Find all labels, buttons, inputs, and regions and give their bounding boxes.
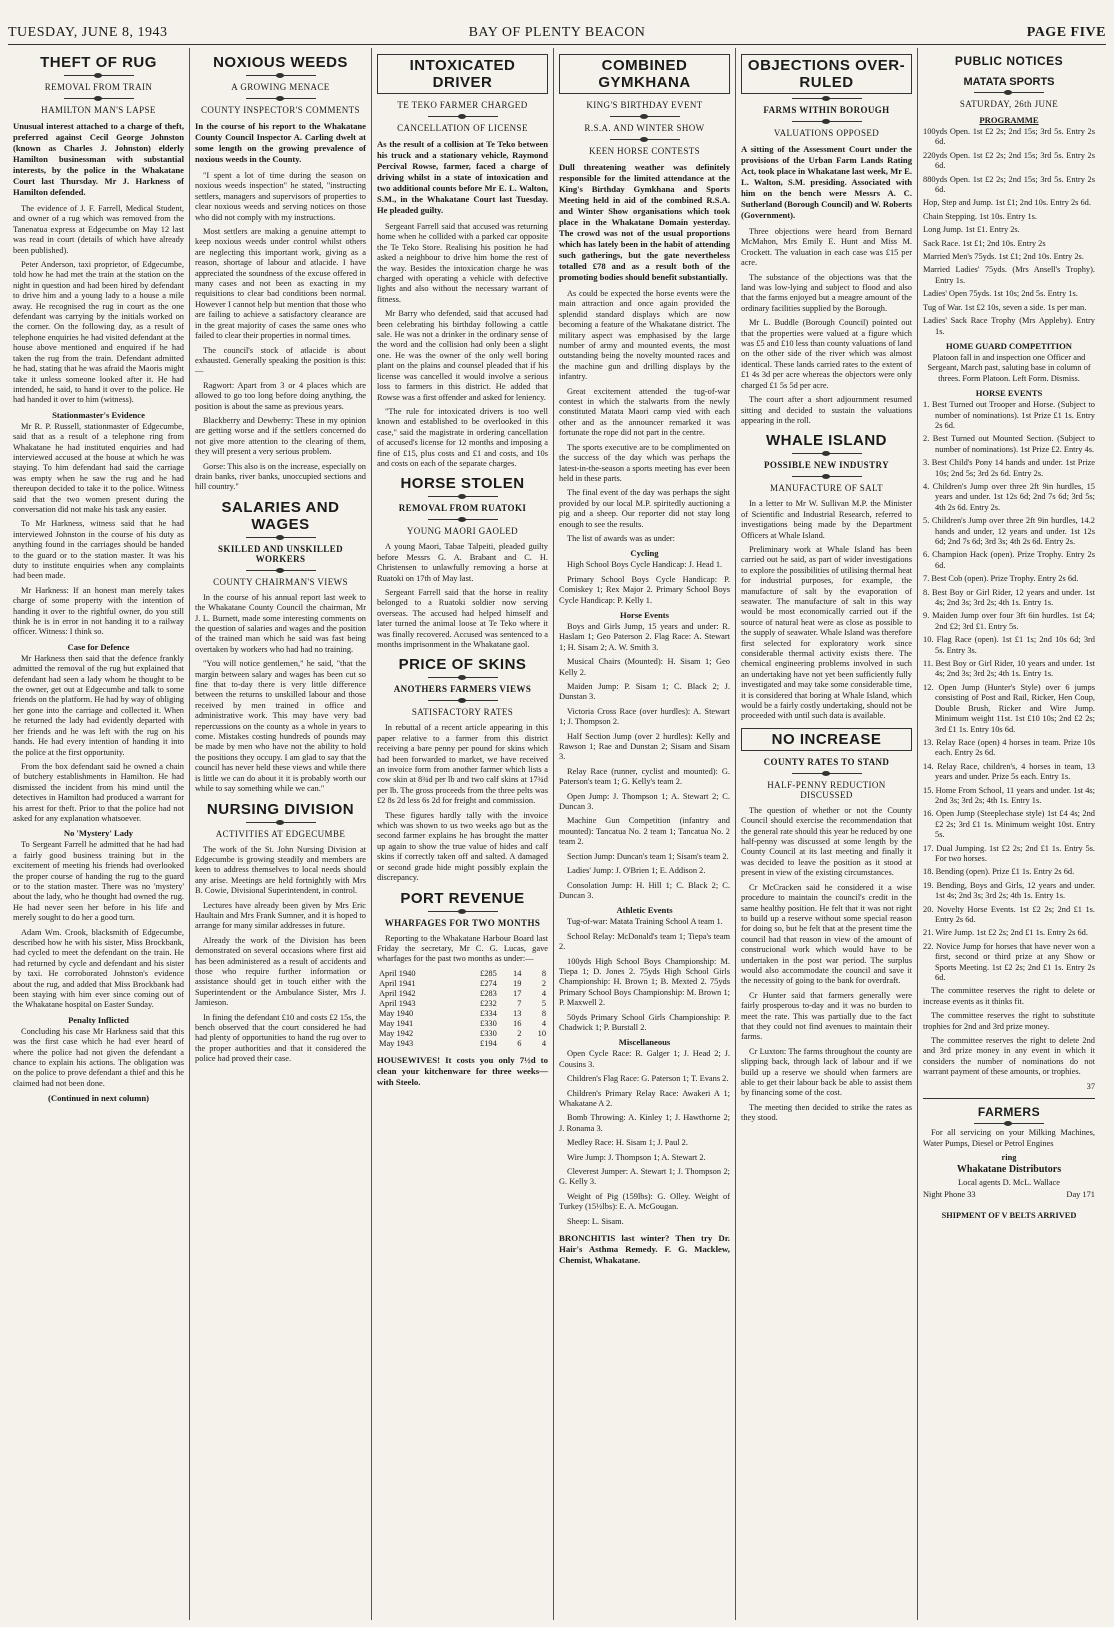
divider bbox=[974, 92, 1044, 93]
paragraph: The work of the St. John Nursing Division at Edgecumbe is growing steadily and members are keen to address themselves to local needs should any arise. Meetings are held fortnightly with Mrs B. Cowie, Divisional Superintendent, in control. bbox=[195, 844, 366, 896]
list-item: Married Men's 75yds. 1st £1; 2nd 10s. Entry 2s. bbox=[923, 252, 1084, 262]
paragraph: The meeting then decided to strike the rates as they stood. bbox=[741, 1102, 912, 1123]
lead-paragraph: Unusual interest attached to a charge of theft, preferred against Cecil George Johnston (known as Charles J. Johnston) elderly Hamilton businessman with substantial interests, by the police in the Whakatane Court last Thursday. Mr J. Harkness of Hamilton defended. bbox=[13, 121, 184, 197]
list-item: Married Ladies' 75yds. (Mrs Ansell's Trophy). Entry 1s. bbox=[923, 265, 1095, 285]
headline-price-of-skins: PRICE OF SKINS bbox=[398, 656, 527, 674]
paragraph: These figures hardly tally with the invoice which was shown to us two weeks ago but as the second farmer explains he has brought the matter up again to show the true value of hides and calf skins if correctly taken off and salted. A damaged or second grade hide might possibly explain the discrepancy. bbox=[377, 810, 548, 883]
table-cell: May 1941 bbox=[379, 1018, 414, 1028]
headline-farmers: FARMERS bbox=[977, 1105, 1041, 1120]
columns bbox=[8, 48, 1106, 1620]
divider bbox=[246, 98, 316, 99]
table-cell: 8 bbox=[541, 968, 546, 978]
divider bbox=[246, 537, 316, 538]
lead-paragraph: As the result of a collision at Te Teko between his truck and a stationary vehicle, Raymond Percival Rowse, farmer, faced a charge of driving whilst in a state of intoxication and two additional counts before Mr E. L. Walton, S.M., in the Whakatane Court last Tuesday. He pleaded guilty. bbox=[377, 139, 548, 215]
result: Musical Chairs (Mounted): H. Sisam 1; Geo Kelly 2. bbox=[559, 657, 730, 677]
table-cell: 10 bbox=[537, 1028, 546, 1038]
divider bbox=[428, 677, 498, 678]
agent-line: Local agents D. McL. Wallace bbox=[958, 1177, 1060, 1187]
divider bbox=[64, 98, 134, 99]
column-intoxicated-driver bbox=[372, 48, 554, 1620]
lead-paragraph: In the course of his report to the Whakatane County Council Inspector A. Carling dwelt at some length on the growing prevalence of noxious weeds in the County. bbox=[195, 121, 366, 164]
day-phone: Day 171 bbox=[1066, 1190, 1095, 1200]
section-heading: Athletic Events bbox=[616, 905, 673, 916]
result: Tug-of-war: Matata Training School A team 1. bbox=[567, 917, 723, 927]
paragraph: Ragwort: Apart from 3 or 4 places which are allowed to go too long before doing anything, the position is about the same as previous years. bbox=[195, 380, 366, 411]
subhead: YOUNG MAORI GAOLED bbox=[406, 526, 519, 537]
paragraph: Gorse: This also is on the increase, especially on drain banks, river banks, unoccupied sections and hill country." bbox=[195, 461, 366, 492]
paragraph: The question of whether or not the County Council should exercise the recommendation that the general rate should this year be reduced by one half-penny was discussed at some length by the County Council at its last meeting and finally it was decided to leave the position as it stood at present in view of the existing circumstances. bbox=[741, 805, 912, 878]
subhead: HALF-PENNY REDUCTION DISCUSSED bbox=[767, 779, 886, 800]
paragraph: Concluding his case Mr Harkness said that this was the first case which he had ever heard of where the police had not given the defendant a chance to explain his actions. The obligation was on the police to prove defendant a thief and this he claimed had not been done. bbox=[13, 1026, 184, 1088]
table-cell: May 1943 bbox=[379, 1038, 414, 1048]
table-cell: £283 bbox=[480, 988, 497, 998]
divider bbox=[246, 75, 316, 76]
subhead: WHARFAGES FOR TWO MONTHS bbox=[384, 917, 541, 928]
table-cell: April 1943 bbox=[379, 998, 416, 1008]
column-combined-gymkhana bbox=[554, 48, 736, 1620]
section-heading: Penalty Inflicted bbox=[68, 1014, 129, 1025]
list-item: Chain Stepping. 1st 10s. Entry 1s. bbox=[923, 211, 1037, 221]
table-cell: 2 bbox=[517, 1028, 522, 1038]
table-cell: £285 bbox=[480, 968, 497, 978]
paragraph: In a letter to Mr W. Sullivan M.P. the Minister of Scientific and Industrial Research, referred to investigations being made by the Department Officers at Whale Island. bbox=[741, 499, 912, 540]
list-item: 21. Wire Jump. 1st £2 2s; 2nd £1 1s. Entry 2s 6d. bbox=[923, 928, 1088, 938]
table-cell: 16 bbox=[513, 1018, 522, 1028]
result: Children's Primary Relay Race: Awakeri A 1; Whakatane A 2. bbox=[559, 1088, 730, 1108]
paragraph: To Sergeant Farrell he admitted that he had had a fairly good business training but in the excitement of meeting his friends had overlooked the proper course of handing the rug to the guard or to the station master. There was no 'mystery' about the lady, who he thought had owned the rug. He had never seen her before in his life and merely sought to do her a good turn. bbox=[13, 840, 184, 923]
paragraph: Blackberry and Dewberry: These in my opinion are getting worse and if the settlers concerned do not give more attention to the clearing of them, they will present a very serious problem. bbox=[195, 415, 366, 457]
table-row bbox=[377, 1009, 548, 1019]
paragraph: "The rule for intoxicated drivers is too well known and established to be overlooked in this case," said the magistrate in ordering cancellation of accused's license for 12 months and imposing a fine of £15, plus costs and £1 and costs, and 10s and costs on each of the separate charges. bbox=[377, 406, 548, 468]
divider bbox=[428, 911, 498, 912]
subhead: CANCELLATION OF LICENSE bbox=[397, 123, 528, 133]
table-cell: May 1942 bbox=[379, 1028, 414, 1038]
paragraph: "I spent a lot of time during the season on noxious weeds inspection" he stated, "instructing settlers, managers and supervisors of properties to clear noxious weeds and serving notices on those who did not comply with my instructions. bbox=[195, 171, 366, 222]
headline-port-revenue: PORT REVENUE bbox=[400, 889, 525, 907]
table-cell: May 1940 bbox=[379, 1008, 414, 1018]
table-row bbox=[377, 1039, 548, 1049]
list-item: 14. Relay Race, children's, 4 horses in team, 13 years and under. Prize 5s each. Entry 1s. bbox=[923, 761, 1095, 782]
headline-noxious-weeds: NOXIOUS WEEDS bbox=[213, 54, 348, 71]
result: Weight of Pig (159lbs): G. Olley. Weight of Turkey (15½lbs): E. A. McGougan. bbox=[559, 1191, 730, 1212]
divider bbox=[792, 476, 862, 477]
table-cell: 5 bbox=[541, 998, 546, 1008]
result: Consolation Jump: H. Hill 1; C. Black 2; C. Duncan 3. bbox=[559, 880, 730, 900]
business-name: Whakatane Distributors bbox=[956, 1164, 1062, 1176]
subhead: SKILLED AND UNSKILLED WORKERS bbox=[218, 543, 343, 564]
result: Relay Race (runner, cyclist and mounted): G. Paterson's team 1; G. Kelly's team 2. bbox=[559, 766, 730, 787]
subhead: VALUATIONS OPPOSED bbox=[773, 128, 880, 138]
night-phone: Night Phone 33 bbox=[923, 1190, 976, 1200]
list-item: Ladies' Sack Race Trophy (Mrs Appleby). Entry 1s. bbox=[923, 316, 1095, 336]
paragraph: Already the work of the Division has been demonstrated on several occasions where first aid has been administered as a result of accidents and those who require further information or assistance should get in touch either with the Superintendent or the Ambulance Sister, Mrs J. Jamieson. bbox=[195, 935, 366, 1008]
result: School Relay: McDonald's team 1; Tiepa's team 2. bbox=[559, 931, 730, 952]
subhead: COUNTY CHAIRMAN'S VIEWS bbox=[213, 576, 348, 587]
subhead: MANUFACTURE OF SALT bbox=[769, 483, 884, 494]
list-item: 12. Open Jump (Hunter's Style) over 6 jumps consisting of Post and Rail, Ricker, Hen Coup, Double Brush, Ricker and Wire Jump. Minimum weight 11st. 1st £10 10s; 2nd £2 2s; 3rd £1 1s. Entry 10s 6d. bbox=[923, 682, 1095, 734]
result: Section Jump: Duncan's team 1; Sisam's team 2. bbox=[567, 851, 729, 861]
paragraph: Sergeant Farrell said that accused was returning home when he collided with a parked car opposite the Te Teko Store. Realising his position he had asked a neighbour to drive him home the rest of the way. Besides the intoxication charge he was charged with operating a vehicle with defective lights and also without the necessary warrant of fitness. bbox=[377, 222, 548, 304]
paragraph: Mr R. P. Russell, stationmaster of Edgecumbe, said that as a result of a telephone ring from Whakatane he had instituted enquiries and had interviewed accused at the house at which he was staying. To him defendant had said the carriage was empty when he saw the rug and he had thereupon decided to take it to the police. Witness said that the two women present during the conversation did not make his task any easier. bbox=[13, 421, 184, 514]
table-cell: £194 bbox=[480, 1038, 497, 1048]
paragraph: The evidence of J. F. Farrell, Medical Student, and owner of a rug which was removed from the Tanenatua express at Edgecumbe on May 12 last was read in court (details of which have already been published). bbox=[13, 204, 184, 255]
paragraph: The committee reserves the right to delete or increase events as it thinks fit. bbox=[923, 986, 1095, 1006]
headline-nursing-division: NURSING DIVISION bbox=[206, 800, 355, 818]
divider bbox=[246, 822, 316, 823]
column-noxious-weeds bbox=[190, 48, 372, 1620]
headline-objections-over-ruled: OBJECTIONS OVER-RULED bbox=[741, 54, 912, 94]
subhead: ANOTHERS FARMERS VIEWS bbox=[393, 684, 532, 695]
section-heading: No 'Mystery' Lady bbox=[63, 828, 134, 839]
advertisement: HOUSEWIVES! It costs you only 7½d to clean your kitchenware for three weeks—with Steelo. bbox=[377, 1054, 548, 1087]
result: Machine Gun Competition (infantry and mounted): Tancatua No. 2 team 1; Tancatua No. 2 team 2. bbox=[559, 816, 730, 847]
subhead: COUNTY RATES TO STAND bbox=[763, 756, 890, 767]
table-cell: April 1941 bbox=[379, 978, 416, 988]
result: Half Section Jump (over 2 hurdles): Kelly and Rawson 1; Rae and Dunstan 2; Sisam and Sisam 3. bbox=[559, 731, 730, 762]
lead-paragraph: A sitting of the Assessment Court under the provisions of the Urban Farm Lands Rating Act, took place in Whakatane last week, Mr E. L. Walton, S.M. presiding. Associated with him on the bench were Messrs A. C. Sutherland (Borough Council) and W. Roberts (Government). bbox=[741, 144, 912, 220]
paragraph: Peter Anderson, taxi proprietor, of Edgecumbe, told how he had met the train at the station on the night in question and had been hired by defendant to drive him and a young lady to a house a mile away. He recognised the rug in court as the one defendant was carrying by the initials worked on the corner. On the following day, as a result of telephone enquiries he had visited defendant at the house above mentioned and enquired if he had taken the rug from the train. Defendant admitted he had, stating that he was afraid the Maoris might take it unless someone looked after it. He had intended, he said, to hand it over to the police. He had handed it over to him (witness). bbox=[13, 260, 184, 405]
paragraph: The council's stock of atlacide is about exhausted. Generally speaking the position is this:— bbox=[195, 345, 366, 376]
paragraph: Lectures have already been given by Mrs Eric Haultain and Mrs Frank Sumner, and it is hoped to arrange for many similar addresses in future. bbox=[195, 900, 366, 931]
divider bbox=[428, 700, 498, 701]
list-item: 17. Dual Jumping. 1st £2 2s; 2nd £1 1s. Entry 5s. For two horses. bbox=[923, 843, 1095, 863]
result: Cleverest Jumper: A. Stewart 1; J. Thompson 2; G. Kelly 3. bbox=[559, 1167, 730, 1187]
result: High School Boys Cycle Handicap: J. Head 1. bbox=[567, 560, 723, 570]
list-item: Tug of War. 1st £2 10s, seven a side. 1s per man. bbox=[923, 302, 1087, 312]
paragraph: In rebuttal of a recent article appearing in this paper relative to a farmer from this district receiving a bare penny per pound for skins which had been forwarded to market, we have received an invoice form from another farmer which lists a cow skin at 8¾d per lb and two calf skins at 17¾d per lb. The gross proceeds from the three pelts was £2 8s 2d less 6s 2d for freight and commission. bbox=[377, 723, 548, 806]
subhead: SATISFACTORY RATES bbox=[411, 707, 514, 718]
subhead: TE TEKO FARMER CHARGED bbox=[397, 100, 528, 110]
section-heading: HOME GUARD COMPETITION bbox=[945, 340, 1073, 351]
table-cell: April 1940 bbox=[379, 968, 416, 978]
section-heading: Case for Defence bbox=[67, 641, 130, 652]
headline-no-increase: NO INCREASE bbox=[741, 728, 912, 751]
paragraph: The sports executive are to be complimented on the success of the day which was perhaps the latest-in-the-season a sports meeting has ever been held in these parts. bbox=[559, 442, 730, 483]
paragraph: In fining the defendant £10 and costs £2 15s, the bench observed that the court considered he had had plenty of opportunities to hand the rug over to the proper authorities and that it considered the police had proved their case. bbox=[195, 1012, 366, 1064]
event-date: SATURDAY, 26th JUNE bbox=[959, 99, 1059, 109]
divider bbox=[792, 121, 862, 122]
subhead: REMOVAL FROM RUATOKI bbox=[398, 503, 527, 514]
table-cell: 2 bbox=[541, 978, 546, 988]
paragraph: For all servicing on your Milking Machines, Water Pumps, Diesel or Petrol Engines bbox=[923, 1128, 1095, 1148]
list-item: 2. Best Turned out Mounted Section. (Subject to number of nominations). 1st Prize £2. Entry 4s. bbox=[923, 434, 1095, 454]
subhead: A GROWING MENACE bbox=[231, 82, 330, 92]
paragraph: ring bbox=[1001, 1152, 1017, 1162]
page-number: PAGE FIVE bbox=[1026, 25, 1106, 40]
headline-horse-stolen: HORSE STOLEN bbox=[400, 475, 525, 493]
paragraph: Great excitement attended the tug-of-war contest in which the stalwarts from the newly constituted Matata Maori camp vied with each other and as the announcer remarked it was fortunate the rope did not part in the centre. bbox=[559, 386, 730, 438]
section-heading: Cycling bbox=[630, 548, 659, 559]
list-item: 220yds Open. 1st £2 2s; 2nd 15s; 3rd 5s. Entry 2s 6d. bbox=[923, 150, 1095, 171]
issue-date: TUESDAY, JUNE 8, 1943 bbox=[8, 25, 168, 40]
divider bbox=[792, 453, 862, 454]
table-cell: 14 bbox=[513, 968, 522, 978]
table-cell: £274 bbox=[480, 978, 497, 988]
divider bbox=[610, 139, 680, 140]
result: 50yds Primary School Girls Championship: P. Chadwick 1; P. Burstall 2. bbox=[559, 1012, 730, 1032]
list-item: 11. Best Boy or Girl Rider, 10 years and under. 1st 4s; 2nd 3s; 3rd 2s; 4th 1s. Entry 1s. bbox=[923, 659, 1095, 679]
divider bbox=[428, 116, 498, 117]
table-cell: 4 bbox=[541, 1018, 546, 1028]
divider bbox=[610, 116, 680, 117]
result: Maiden Jump: P. Sisam 1; C. Black 2; J. Dunstan 3. bbox=[559, 682, 730, 702]
divider bbox=[923, 1098, 1095, 1099]
list-item: 100yds Open. 1st £2 2s; 2nd 15s; 3rd 5s. Entry 2s 6d. bbox=[923, 127, 1095, 147]
section-heading: Stationmaster's Evidence bbox=[52, 409, 145, 420]
headline-combined-gymkhana: COMBINED GYMKHANA bbox=[559, 54, 730, 94]
table-cell: 19 bbox=[513, 978, 522, 988]
divider bbox=[64, 75, 134, 76]
subhead: R.S.A. AND WINTER SHOW bbox=[584, 123, 705, 133]
list-item: 22. Novice Jump for horses that have never won a first, second or third prize at any Show or Sports Meeting. 1st £2 2s; 2nd £1 1s. Entry 2s 6d. bbox=[923, 941, 1095, 983]
table-cell: £330 bbox=[480, 1018, 497, 1028]
divider bbox=[792, 98, 862, 99]
table-row bbox=[377, 979, 548, 989]
paragraph: The committee reserves the right to substitute trophies for 2nd and 3rd prize money. bbox=[923, 1011, 1095, 1031]
table-cell: 8 bbox=[541, 1008, 546, 1018]
paragraph: The final event of the day was perhaps the sight provided by our local M.P. spiritedly auctioning a pig and a sheep. Our reporter did not stay long enough to see the results. bbox=[559, 488, 730, 529]
paragraph: Most settlers are making a genuine attempt to keep noxious weeds under control whilst others are neglecting this important work, giving as a reason, shortage of labour and atlacide. I have appreciated the soundness of the excuse offered in many cases and not been as exacting in my requisitions to clear bad conditions been normal. However I cannot help but mention that those who are failing to achieve a satisfactory clearance are in the great majority of cases the same ones who failed to clear their properties in normal times. bbox=[195, 227, 366, 341]
paragraph: Reporting to the Whakatane Harbour Board last Friday the secretary, Mr C. G. Lucas, gave wharfages for the past two months as under:— bbox=[377, 933, 548, 964]
paragraph: The committee reserves the right to delete 2nd and 3rd prize money in any event in which it considers the number of nominations do not warrant payment of these amounts, or trophies. bbox=[923, 1036, 1095, 1077]
paragraph: In the course of his annual report last week to the Whakatane County Council the chairman, Mr J. L. Burnett, made some interesting comments on the question of salaries and wages and the position of the trained man which he said was fast being overtaken by workers who had had no training. bbox=[195, 592, 366, 654]
paragraph: To Mr Harkness, witness said that he had interviewed Johnston in the course of his duty as anything found in the carriages should be handed to the guard or to the station master. It was his duty to institute enquiries when any complaints had been made. bbox=[13, 519, 184, 581]
paragraph: Preliminary work at Whale Island has been carried out he said, as part of wider investigations to explore the possibilities of utilising thermal heat for industrial purposes, for example, the manufacture of salt by the evaporation of seawater. The manufacture of salt in this way would be most economically carried out if the source of natural heat were as close as possible to the supply of seawater. Whale Island was therefore first selected for exploratory work since considerable thermal activity exists there. The chemical engineering problems involved in such an undertaking have not yet been sufficiently fully investigated and may take some considerable time, it is considered that boring at Whale Island, which would be a fairly costly undertaking, should not be proceeded with until such data is available. bbox=[741, 544, 912, 721]
paragraph: From the box defendant said he owned a chain of butchery establishments in Hamilton. He had dismissed the incident from his mind until the detectives in Hamilton had produced a warrant for his arrest for theft. Prior to that the police had not asked for any explanation whatsoever. bbox=[13, 761, 184, 823]
headline-theft-of-rug: THEFT OF RUG bbox=[40, 54, 157, 71]
divider bbox=[792, 773, 862, 774]
result: Victoria Cross Race (over hurdles): A. Stewart 1; J. Thompson 2. bbox=[559, 706, 730, 727]
section-heading: Miscellaneous bbox=[618, 1037, 671, 1048]
section-heading: Horse Events bbox=[620, 609, 669, 620]
continued-note: (Continued in next column) bbox=[48, 1093, 149, 1104]
section-heading: HORSE EVENTS bbox=[975, 388, 1043, 399]
subhead: ACTIVITIES AT EDGECUMBE bbox=[215, 828, 346, 839]
result: Open Jump: J. Thompson 1; A. Stewart 2; C. Duncan 3. bbox=[559, 791, 730, 812]
result: Wire Jump: J. Thompson 1; A. Stewart 2. bbox=[567, 1152, 706, 1162]
divider bbox=[974, 1123, 1044, 1124]
result: Bomb Throwing: A. Kinley 1; J. Hawthorne 2; J. Ronama 3. bbox=[559, 1113, 730, 1133]
subhead: COUNTY INSPECTOR'S COMMENTS bbox=[201, 105, 360, 115]
result: Boys and Girls Jump, 15 years and under: R. Haslam 1; Geo Paterson 2. Flag Race: A. Stewart 1; H. Sisam 2; A. W. Smith 3. bbox=[559, 621, 730, 652]
masthead bbox=[8, 22, 1106, 45]
headline-intoxicated-driver: INTOXICATED DRIVER bbox=[377, 54, 548, 94]
paragraph: Mr Harkness: If an honest man merely takes charge of some property with the intention of handing it over to the rightful owner, do you still think he is in error in not handing it to a railway officer. Witness: I think so. bbox=[13, 585, 184, 637]
paragraph: The court after a short adjournment resumed sitting and decided to sustain the valuations appearing in the roll. bbox=[741, 395, 912, 425]
list-item: 16. Open Jump (Steeplechase style) 1st £4 4s; 2nd £2 2s; 3rd £1 1s. Minimum weight 10st. Entry 5s. bbox=[923, 809, 1095, 840]
result: Ladies' Jump: J. O'Brien 1; E. Addison 2. bbox=[567, 866, 706, 876]
subhead: POSSIBLE NEW INDUSTRY bbox=[764, 460, 889, 471]
paragraph: Adam Wm. Crook, blacksmith of Edgecumbe, described how he with his sister, Miss Brockbank, had cycled to meet the defendant on the train. He had returned by cycle and defendant and his sister by taxi. He corroborated Johnston's evidence about the rug, and added that Miss Brockbank had been staying with him ever since coming out of the Whakatane hospital on Easter Sunday. bbox=[13, 927, 184, 1010]
list-item: 19. Bending, Boys and Girls, 12 years and under. 1st 4s; 2nd 3s; 3rd 2s; 4th 1s. Entry 1s. bbox=[923, 880, 1095, 901]
table-row bbox=[377, 969, 548, 979]
paragraph: Three objections were heard from Bernard McMahon, Mrs Emily E. Hunt and Miss M. Crockett. The valuation in each case was £15 per acre. bbox=[741, 227, 912, 268]
list-item: Sack Race. 1st £1; 2nd 10s. Entry 2s bbox=[923, 238, 1046, 248]
table-cell: 17 bbox=[513, 988, 522, 998]
list-item: 20. Novelty Horse Events. 1st £2 2s; 2nd £1 1s. Entry 2s 6d. bbox=[923, 904, 1095, 924]
divider bbox=[428, 496, 498, 497]
paragraph: The list of awards was as under: bbox=[567, 533, 675, 543]
list-item: 3. Best Child's Pony 14 hands and under. 1st Prize 10s; 2nd 5s; 3rd 2s 6d. Entry 2s. bbox=[923, 458, 1095, 478]
result: Sheep: L. Sisam. bbox=[567, 1216, 624, 1226]
table-row bbox=[377, 1019, 548, 1029]
divider bbox=[246, 570, 316, 571]
list-item: Ladies' Open 75yds. 1st 10s; 2nd 5s. Entry 1s. bbox=[923, 289, 1078, 299]
list-item: 4. Children's Jump over three 2ft 9in hurdles, 15 years and under. 1st 12s 6d; 2nd 7s 6d; 3rd 5s; 4th 2s 6d. Entry 2s. bbox=[923, 481, 1095, 512]
table-cell: £232 bbox=[480, 998, 497, 1008]
list-item: 8. Best Boy or Girl Rider, 12 years and under. 1st 4s; 2nd 3s; 3rd 2s; 4th 1s. Entry 1s. bbox=[923, 587, 1095, 608]
list-item: 1. Best Turned out Trooper and Horse. (Subject to number of nominations). 1st Prize £1 1s. Entry 2s 6d. bbox=[923, 400, 1095, 430]
list-item: 880yds Open. 1st £2 2s; 2nd 15s; 3rd 5s. Entry 2s 6d. bbox=[923, 174, 1095, 195]
paragraph: "You will notice gentlemen," he said, "that the margin between salary and wages has been cut so fine that to-day there is very little difference between the returns to unskilled labour and those received by men trained in office and administrative work. This may have very bad repercussions on the county as a whole in years to come. Mistakes costing hundreds of pounds may be made by men who have not the ability to hold the positions they occupy. I am glad to say that the council has never held these views and while there is little we can do about it it is probably worth our while to say something while we can." bbox=[195, 659, 366, 794]
wharfage-table bbox=[377, 969, 548, 1049]
paragraph: A young Maori, Tabae Talpeiti, pleaded guilty before Messrs G. A. Brabant and C. H. Christensen to unlawfully removing a horse at Ruatoki on 17th of May last. bbox=[377, 542, 548, 583]
paragraph: Cr McCracken said he considered it a wise procedure to maintain the council's credit in the same healthy position. He felt that it was not right to build up a reserve without some special reason for doing so, but he felt that at the present time the council had that reason in view of the amount of construcional work which would have to be undertaken in the post war period. The surplus would also accommodate the council and save it the necessity of going to the bank for overdraft. bbox=[741, 882, 912, 986]
divider bbox=[428, 519, 498, 520]
subhead: REMOVAL FROM TRAIN bbox=[44, 82, 153, 92]
list-item: 18. Bending (open). Prize £1 1s. Entry 2s 6d. bbox=[923, 867, 1075, 877]
subhead: KEEN HORSE CONTESTS bbox=[588, 146, 701, 156]
paragraph: Cr Hunter said that farmers generally were fairly prosperous to-day and it was no burden to meet the rate. This was partially due to the fact that they could not find avenues to maintain their farms. bbox=[741, 990, 912, 1042]
list-item: 7. Best Cob (open). Prize Trophy. Entry 2s 6d. bbox=[923, 574, 1079, 584]
column-objections-over-ruled bbox=[736, 48, 918, 1620]
table-cell: 4 bbox=[541, 1038, 546, 1048]
subhead: FARMS WITHIN BOROUGH bbox=[763, 105, 890, 115]
list-item: 13. Relay Race (open) 4 horses in team. Prize 10s each. Entry 2s 6d. bbox=[923, 737, 1095, 758]
subhead: KING'S BIRTHDAY EVENT bbox=[586, 100, 703, 110]
list-item: Long Jump. 1st £1. Entry 2s. bbox=[923, 225, 1020, 235]
table-cell: April 1942 bbox=[379, 988, 416, 998]
paragraph: Mr Barry who defended, said that accused had been celebrating his birthday following a cattle sale. He was not a drinker in the ordinary sense of the word and the collision had only been a slight one. He was the owner of the only well boring plant on the plains and counsel pleaded that if his license was cancelled it would involve a serious loss to farmers in this district. He added that Rowse was a first offender and asked for leniency. bbox=[377, 309, 548, 402]
table-cell: 7 bbox=[517, 998, 522, 1008]
paragraph: Platoon fall in and inspection one Officer and Sergeant, March past, saluting base in column of threes. Form Platoon. Left Form. Dismiss. bbox=[927, 352, 1091, 383]
notice-number: 37 bbox=[1086, 1081, 1095, 1091]
table-row bbox=[377, 989, 548, 999]
table-cell: 13 bbox=[513, 1008, 522, 1018]
paragraph: Mr Harkness then said that the defence frankly admitted the removal of the rug but explained that defendant had seen a lady whom he thought to be the owner, get out at Edgecumbe and talk to some friends on the platform. He had by way of obliging her gone into the carriage and collected it. When he returned the lady had evidently departed with her friends and he was left with the rug on his hands. He had every intention of handing it into the police at the first opportunity. bbox=[13, 653, 184, 757]
result: Children's Flag Race: G. Paterson 1; T. Evans 2. bbox=[567, 1074, 729, 1084]
shipment-notice: SHIPMENT OF V BELTS ARRIVED bbox=[941, 1210, 1077, 1220]
paragraph: Sergeant Farrell said that the horse in reality belonged to a Ruatoki soldier now serving overseas. The accused had helped himself and later turned the animal loose at Te Teko where it was finally recovered. Accused was sentenced to a months imprisonment in the Whakatane gaol. bbox=[377, 587, 548, 649]
column-theft-of-rug bbox=[8, 48, 190, 1620]
table-row bbox=[377, 1029, 548, 1039]
result: Open Cycle Race: R. Galger 1; J. Head 2; J. Cousins 3. bbox=[559, 1049, 730, 1069]
event-title: MATATA SPORTS bbox=[963, 76, 1055, 88]
paper-name: BAY OF PLENTY BEACON bbox=[468, 25, 646, 40]
advertisement: BRONCHITIS last winter? Then try Dr. Hair's Asthma Remedy. F. G. Macklew, Chemist, Whakatane. bbox=[559, 1233, 730, 1266]
paragraph: Mr L. Buddle (Borough Council) pointed out that the properties were valued at a figure which was £5 and £10 less than county valuations of land on the other side of the river which was almost identical. These lands carried rates to the extent of £1 4s 3d per acre whereas the objectors were only charged £1 5s 5d per acre. bbox=[741, 318, 912, 390]
list-item: 6. Champion Hack (open). Prize Trophy. Entry 2s 6d. bbox=[923, 550, 1095, 570]
column-public-notices bbox=[918, 48, 1100, 1620]
table-row bbox=[377, 999, 548, 1009]
headline-whale-island: WHALE ISLAND bbox=[766, 432, 887, 450]
headline-salaries-and-wages: SALARIES AND WAGES bbox=[221, 498, 340, 533]
table-cell: 6 bbox=[517, 1038, 522, 1048]
lead-paragraph: Dull threatening weather was definitely responsible for the limited attendance at the King's Birthday Gymkhana and Sports Meeting held in aid of the combined R.S.A. and Winter Show organisations which took place in the Whakatane Domain yesterday. The crowd was not of the usual proportions which has lately been in the habit of attending such gatherings, but the gate nevertheless totalled £78 and as a result both of the promoting bodies should benefit substantially. bbox=[559, 162, 730, 282]
table-cell: £334 bbox=[480, 1008, 497, 1018]
list-item: 15. Home From School, 11 years and under. 1st 4s; 2nd 3s; 3rd 2s; 4th 1s. Entry 1s. bbox=[923, 785, 1095, 805]
subhead: HAMILTON MAN'S LAPSE bbox=[41, 105, 156, 115]
list-item: Hop, Step and Jump. 1st £1; 2nd 10s. Entry 2s 6d. bbox=[923, 198, 1091, 208]
list-item: 10. Flag Race (open). 1st £1 1s; 2nd 10s 6d; 3rd 5s. Entry 3s. bbox=[923, 635, 1095, 655]
list-item: 5. Children's Jump over three 2ft 9in hurdles, 14.2 hands and under, 12 years and under. 1st 12s 6d; 2nd 7s 6d; 3rd 3s; 4th 2s 6d. Entry 2s. bbox=[923, 516, 1095, 546]
phone-line bbox=[923, 1190, 1095, 1200]
list-item: 9. Maiden Jump over four 3ft 6in hurdles. 1st £4; 2nd £2; 3rd £1. Entry 5s. bbox=[923, 611, 1095, 631]
result: Medley Race: H. Sisam 1; J. Paul 2. bbox=[567, 1138, 688, 1148]
headline-public-notices: PUBLIC NOTICES bbox=[954, 54, 1064, 68]
table-cell: 4 bbox=[541, 988, 546, 998]
result: Primary School Boys Cycle Handicap: P. Comiskey 1; Rex Major 2. Primary School Boys Cycle Handicap: P. Kelly 1. bbox=[559, 574, 730, 605]
paragraph: As could be expected the horse events were the main attraction and once again provided the splendid standard displays which are now becoming a feature of the Whakatane district. The military aspect was emphasised by the large number of army and mounted events, the most outstanding being the novelty mounted races and the machine gun and drilling displays by the infantry. bbox=[559, 289, 730, 382]
paragraph: The substance of the objections was that the land was low-lying and subject to flood and also that the farms enjoyed but a meagre amount of the ordinary facilities supplied by the Borough. bbox=[741, 272, 912, 313]
paragraph: Cr Luxton: The farms throughout the county are slipping back, through lack of labour and if we build up a reserve we should when farmers are able to get their labour back be able to assist them by financing some of the cost. bbox=[741, 1046, 912, 1098]
result: 100yds High School Boys Championship: M. Tiepa 1; D. Jones 2. 75yds High School Girls Championship: H. Brown 1; B. Mexted 2. 75yds Primary School Boys Championship: M. Brown 1; P. Maxwell 2. bbox=[559, 956, 730, 1008]
programme-heading: PROGRAMME bbox=[979, 115, 1039, 125]
table-cell: £330 bbox=[480, 1028, 497, 1038]
